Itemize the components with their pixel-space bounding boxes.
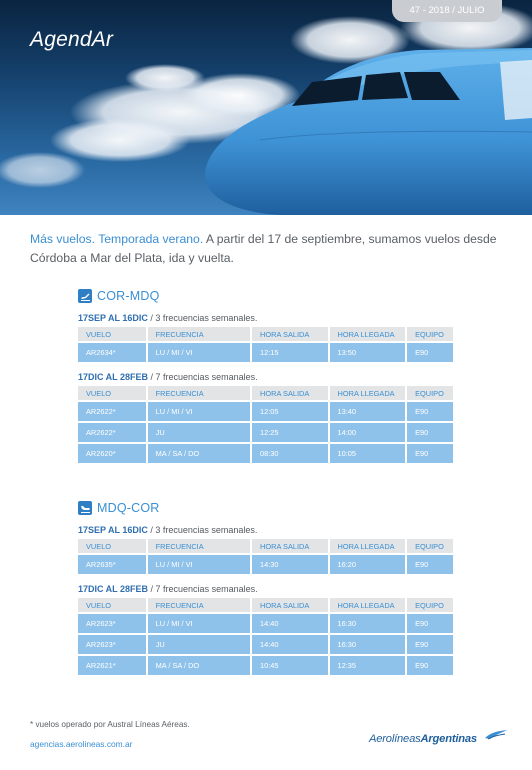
cell-vuelo: AR2622* [78, 402, 146, 421]
logo-text-a: Aerolíneas [369, 733, 421, 745]
cell-llegada: 16:30 [330, 614, 406, 633]
route-header [78, 499, 453, 517]
cell-llegada: 16:30 [330, 635, 406, 654]
table-row [78, 402, 453, 421]
period-block [78, 582, 453, 677]
flight-table [76, 596, 455, 677]
cell-salida: 10:45 [252, 656, 327, 675]
cell-vuelo: AR2635* [78, 555, 146, 574]
table-row [78, 555, 453, 574]
flight-table [76, 384, 455, 465]
cell-vuelo: AR2634* [78, 343, 146, 362]
cell-frecuencia: MA / SA / DO [148, 656, 250, 675]
period-range: 17DIC AL 28FEB [78, 372, 149, 382]
cell-llegada: 10:05 [330, 444, 406, 463]
route-title: COR-MDQ [97, 289, 160, 303]
cell-salida: 12:15 [252, 343, 327, 362]
route-section-cor-mdq [78, 287, 453, 465]
issue-badge: 47 - 2018 / JULIO [392, 0, 502, 22]
period-note: / 3 frecuencias semanales. [147, 525, 258, 535]
cell-frecuencia: LU / MI / VI [148, 555, 250, 574]
cell-equipo: E90 [407, 656, 453, 675]
cell-equipo: E90 [407, 423, 453, 442]
intro-text: A partir del 17 de septiembre, sumamos vuelos desde Córdoba a Mar del Plata, ida y vuelta. [30, 232, 497, 265]
column-header-salida: HORA SALIDA [252, 327, 327, 341]
column-header-frecuencia: FRECUENCIA [148, 539, 250, 553]
hero-banner [0, 0, 532, 215]
period-range: 17SEP AL 16DIC [78, 313, 148, 323]
cell-equipo: E90 [407, 402, 453, 421]
column-header-equipo: EQUIPO [407, 327, 453, 341]
cell-equipo: E90 [407, 614, 453, 633]
period-note: / 3 frecuencias semanales. [147, 313, 258, 323]
period-block [78, 523, 453, 576]
intro-paragraph [30, 230, 510, 268]
aerolineas-logo [369, 730, 504, 750]
table-row [78, 656, 453, 675]
cell-salida: 12:05 [252, 402, 327, 421]
period-label [78, 523, 453, 537]
table-row [78, 343, 453, 362]
cell-equipo: E90 [407, 555, 453, 574]
cell-vuelo: AR2621* [78, 656, 146, 675]
column-header-llegada: HORA LLEGADA [330, 539, 406, 553]
column-header-vuelo: VUELO [78, 386, 146, 400]
period-note: / 7 frecuencias semanales. [148, 584, 258, 594]
column-header-vuelo: VUELO [78, 327, 146, 341]
cell-salida: 14:40 [252, 614, 327, 633]
route-title: MDQ-COR [97, 501, 160, 515]
period-range: 17SEP AL 16DIC [78, 525, 148, 535]
cell-equipo: E90 [407, 343, 453, 362]
period-block [78, 311, 453, 364]
cell-equipo: E90 [407, 635, 453, 654]
table-header-row [78, 386, 453, 400]
cell-frecuencia: LU / MI / VI [148, 614, 250, 633]
cell-frecuencia: LU / MI / VI [148, 402, 250, 421]
cell-llegada: 13:50 [330, 343, 406, 362]
flight-table [76, 537, 455, 576]
table-header-row [78, 539, 453, 553]
period-label [78, 582, 453, 596]
cell-frecuencia: JU [148, 635, 250, 654]
table-header-row [78, 598, 453, 612]
route-section-mdq-cor [78, 499, 453, 677]
cell-equipo: E90 [407, 444, 453, 463]
table-row [78, 614, 453, 633]
logo-text-b: Argentinas [420, 733, 477, 745]
route-header [78, 287, 453, 305]
cell-llegada: 14:00 [330, 423, 406, 442]
period-range: 17DIC AL 28FEB [78, 584, 149, 594]
condor-icon [485, 730, 507, 740]
column-header-salida: HORA SALIDA [252, 539, 327, 553]
cell-salida: 14:40 [252, 635, 327, 654]
column-header-vuelo: VUELO [78, 598, 146, 612]
column-header-salida: HORA SALIDA [252, 598, 327, 612]
cell-salida: 08:30 [252, 444, 327, 463]
website-link[interactable]: agencias.aerolineas.com.ar [30, 739, 133, 749]
cell-vuelo: AR2623* [78, 635, 146, 654]
period-label [78, 311, 453, 325]
period-note: / 7 frecuencias semanales. [148, 372, 258, 382]
table-row [78, 444, 453, 463]
cell-frecuencia: MA / SA / DO [148, 444, 250, 463]
footnote: * vuelos operado por Austral Líneas Aéreas. [30, 720, 190, 729]
column-header-frecuencia: FRECUENCIA [148, 598, 250, 612]
table-header-row [78, 327, 453, 341]
column-header-salida: HORA SALIDA [252, 386, 327, 400]
brand-title: AgendAr [30, 28, 114, 51]
column-header-vuelo: VUELO [78, 539, 146, 553]
landing-plane-icon [78, 501, 92, 515]
cell-frecuencia: JU [148, 423, 250, 442]
cell-vuelo: AR2623* [78, 614, 146, 633]
table-row [78, 635, 453, 654]
cell-frecuencia: LU / MI / VI [148, 343, 250, 362]
column-header-llegada: HORA LLEGADA [330, 386, 406, 400]
cell-salida: 14:30 [252, 555, 327, 574]
table-row [78, 423, 453, 442]
cell-vuelo: AR2622* [78, 423, 146, 442]
column-header-llegada: HORA LLEGADA [330, 327, 406, 341]
cell-llegada: 13:40 [330, 402, 406, 421]
period-label [78, 370, 453, 384]
column-header-llegada: HORA LLEGADA [330, 598, 406, 612]
column-header-equipo: EQUIPO [407, 386, 453, 400]
cell-llegada: 12:35 [330, 656, 406, 675]
takeoff-plane-icon [78, 289, 92, 303]
period-block [78, 370, 453, 465]
column-header-equipo: EQUIPO [407, 539, 453, 553]
intro-highlight: Más vuelos. Temporada verano. [30, 232, 204, 246]
flight-table [76, 325, 455, 364]
column-header-frecuencia: FRECUENCIA [148, 327, 250, 341]
cell-vuelo: AR2620* [78, 444, 146, 463]
column-header-frecuencia: FRECUENCIA [148, 386, 250, 400]
column-header-equipo: EQUIPO [407, 598, 453, 612]
cell-llegada: 16:20 [330, 555, 406, 574]
cell-salida: 12:25 [252, 423, 327, 442]
